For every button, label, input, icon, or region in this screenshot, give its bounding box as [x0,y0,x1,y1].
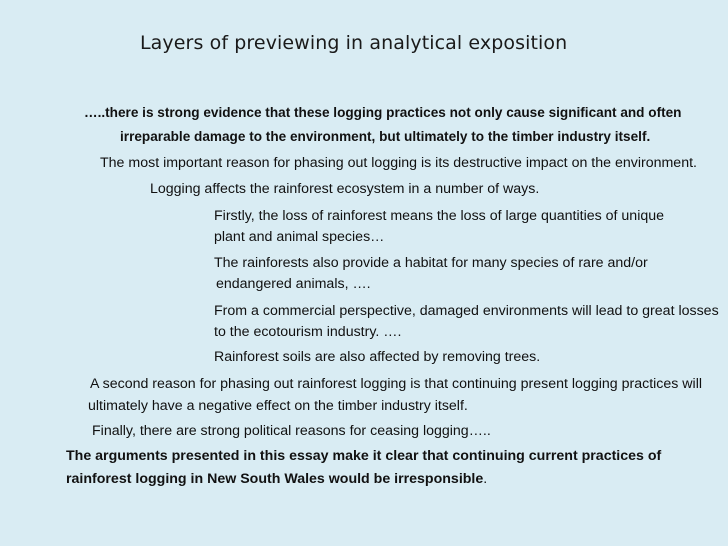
thesis-line-2: irreparable damage to the environment, but ultimately to the timber industry itself. [120,129,651,144]
point-4: Rainforest soils are also affected by removing trees. [214,349,541,365]
sub-intro: Logging affects the rainforest ecosystem in a number of ways. [150,181,540,197]
point-3-line-2: to the ecotourism industry. …. [214,324,402,340]
reason-3: Finally, there are strong political reasons for ceasing logging….. [92,423,491,439]
point-3-line-1: From a commercial perspective, damaged environments will lead to great losses [214,303,719,319]
reason-2-line-1: A second reason for phasing out rainforest logging is that continuing present logging practices will [90,376,703,392]
point-2-line-1: The rainforests also provide a habitat for many species of rare and/or [214,255,648,271]
slide-title: Layers of previewing in analytical exposition [140,32,568,54]
conclusion-period: . [483,471,488,487]
conclusion-line-2 [66,471,487,488]
reason-2-line-2: ultimately have a negative effect on the timber industry itself. [88,398,468,414]
conclusion-line-1: The arguments presented in this essay make it clear that continuing current practices of [66,448,662,464]
point-1-line-1: Firstly, the loss of rainforest means the loss of large quantities of unique [214,208,665,224]
thesis-line-1: …..there is strong evidence that these logging practices not only cause significant and often [84,105,682,120]
point-2-line-2: endangered animals, …. [216,276,371,292]
reason-1: The most important reason for phasing out logging is its destructive impact on the environment. [100,155,697,171]
point-1-line-2: plant and animal species… [214,229,385,245]
conclusion-line-2-bold: rainforest logging in New South Wales would be irresponsible [66,471,484,487]
